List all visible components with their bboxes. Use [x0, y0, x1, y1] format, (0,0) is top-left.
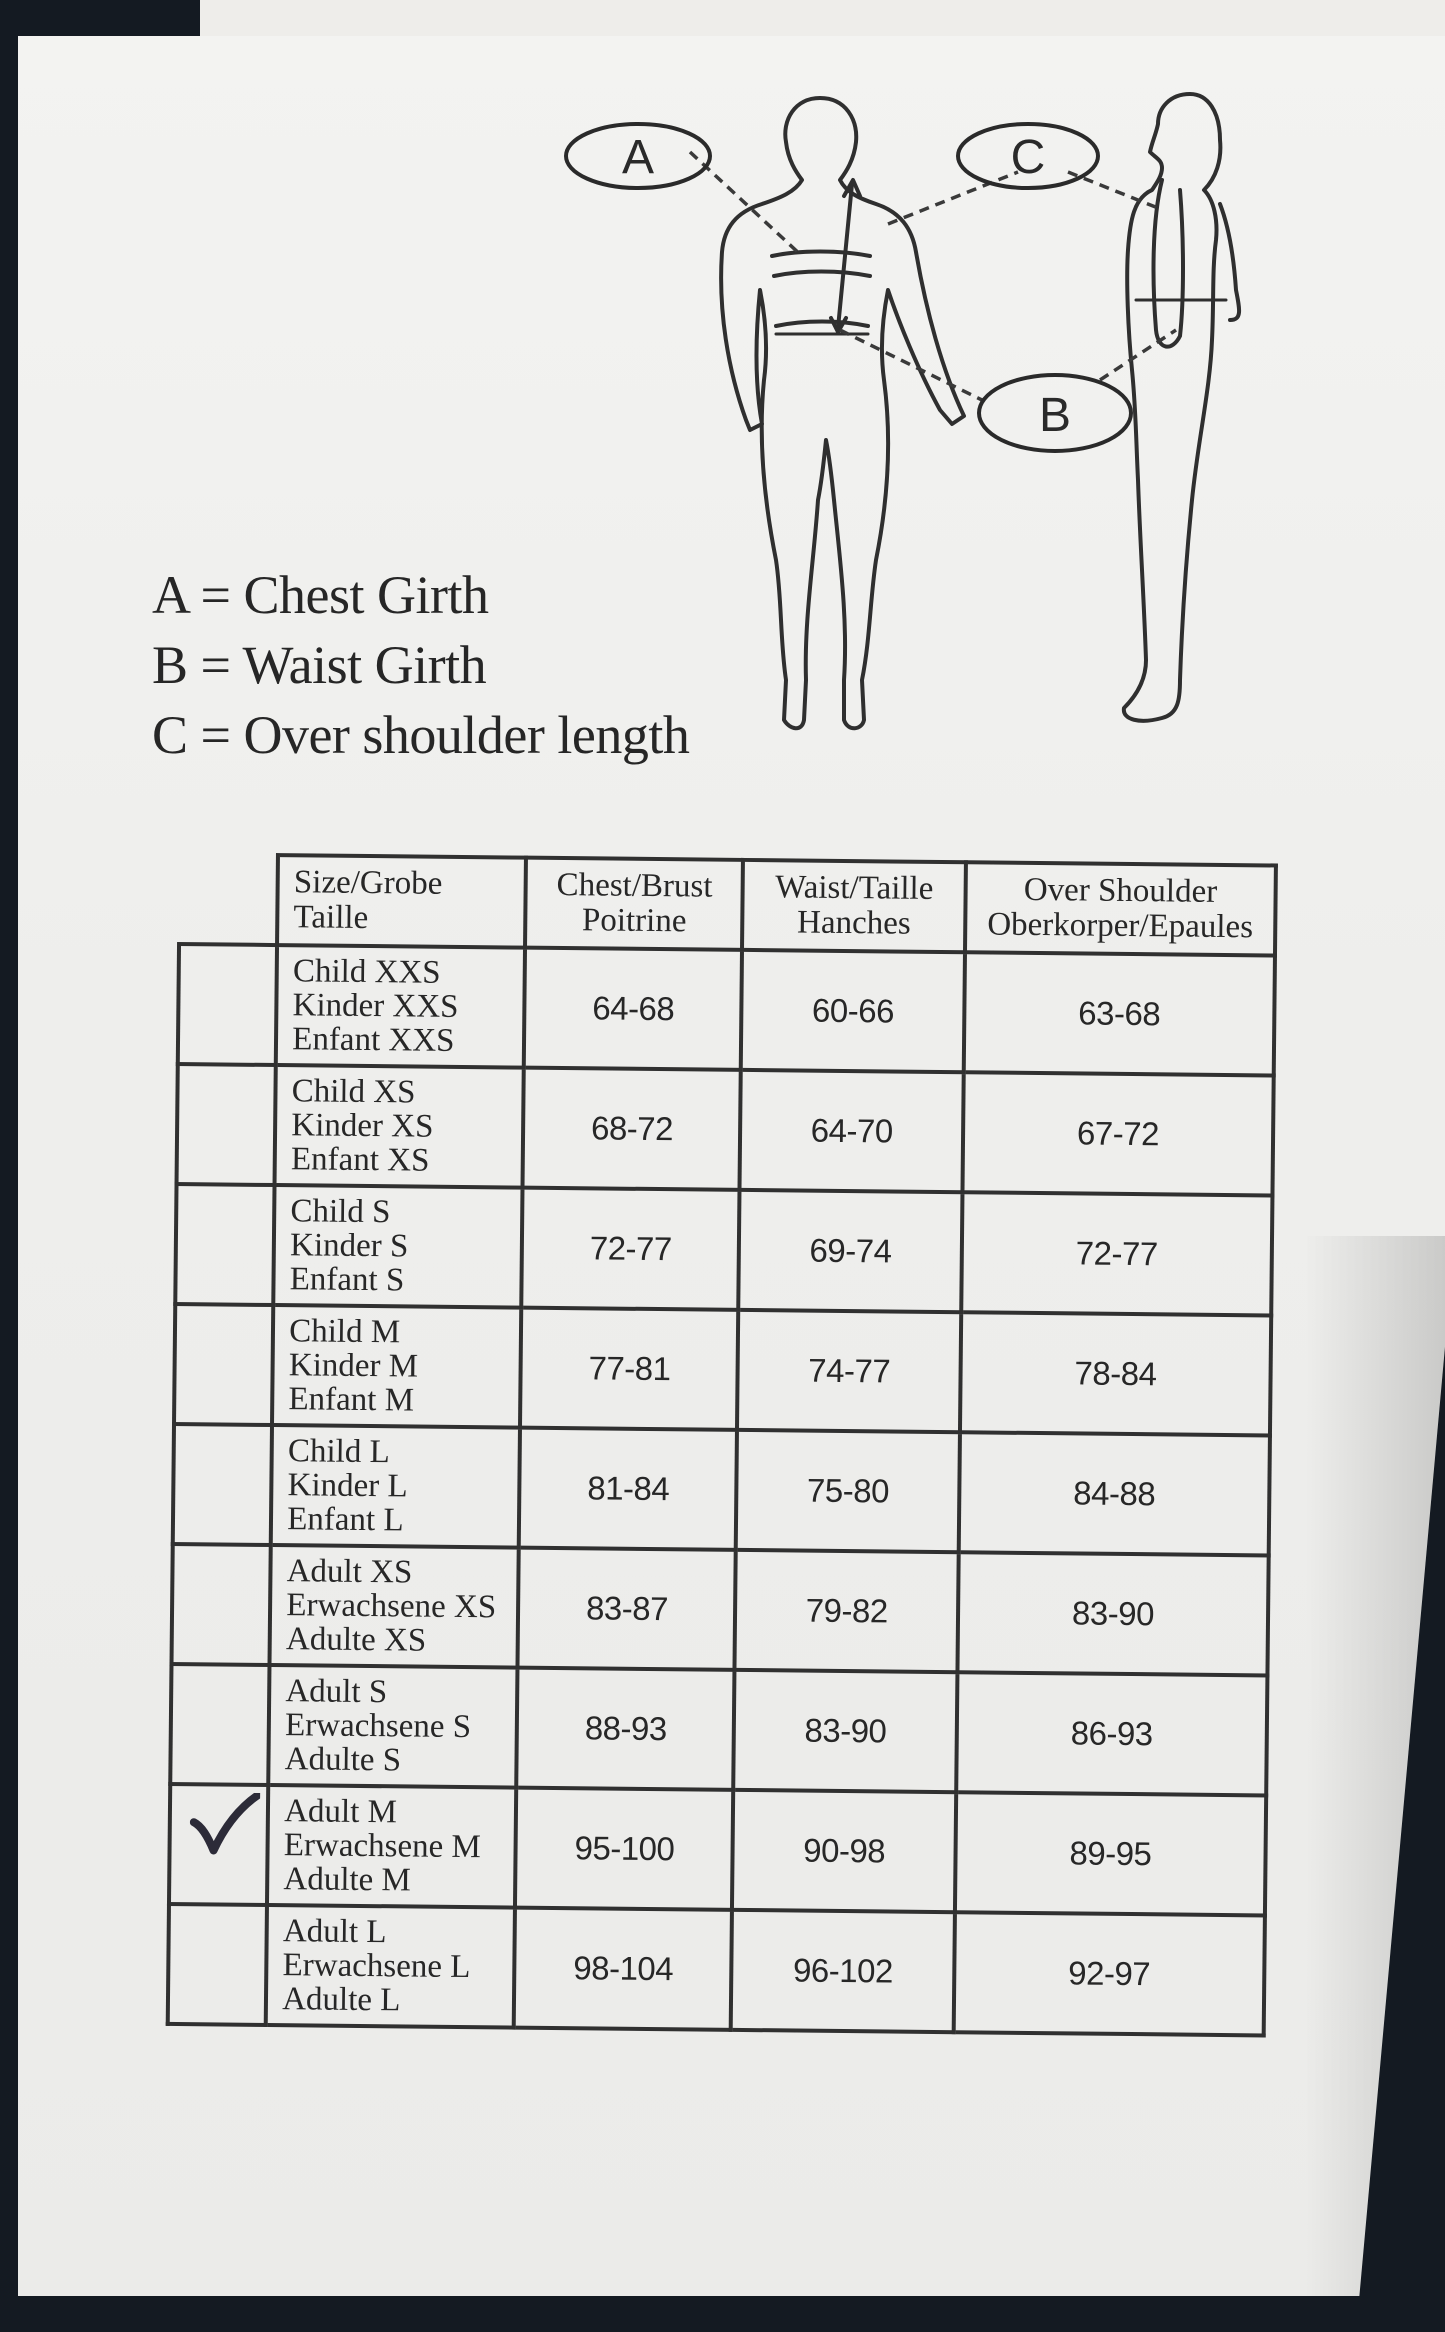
table-row — [169, 1784, 1266, 1915]
table-row — [171, 1544, 1268, 1675]
paper-shadow — [1305, 1236, 1445, 2332]
checkmark-icon — [189, 1792, 260, 1857]
table-row — [175, 1184, 1272, 1315]
legend-waist-girth: B = Waist Girth — [152, 635, 487, 695]
measurement-legend — [152, 560, 792, 770]
chest-value: 95-100 — [515, 1788, 733, 1910]
size-label: Child M Kinder M Enfant M — [272, 1305, 521, 1428]
chest-value: 88-93 — [517, 1668, 735, 1790]
chest-value: 98-104 — [514, 1908, 732, 2030]
chest-value: 77-81 — [520, 1308, 738, 1430]
size-label: Adult XS Erwachsene XS Adulte XS — [270, 1545, 519, 1668]
chest-value: 81-84 — [519, 1428, 737, 1550]
table-header-row — [179, 854, 1276, 955]
size-label: Child L Kinder L Enfant L — [271, 1425, 520, 1548]
shoulder-value: 86-93 — [956, 1672, 1267, 1795]
waist-value: 60-66 — [741, 950, 965, 1072]
waist-value: 79-82 — [735, 1550, 959, 1672]
table-row — [168, 1904, 1265, 2035]
header-waist: Waist/Taille Hanches — [742, 860, 965, 952]
size-check-box[interactable] — [169, 1784, 268, 1905]
chest-value: 83-87 — [518, 1548, 736, 1670]
waist-value: 75-80 — [736, 1430, 960, 1552]
waist-value: 90-98 — [732, 1790, 956, 1912]
header-size: Size/Grobe Taille — [277, 855, 526, 948]
shoulder-value: 89-95 — [955, 1792, 1266, 1915]
legend-chest-girth: A = Chest Girth — [152, 565, 489, 625]
size-check-box[interactable] — [171, 1544, 270, 1665]
size-table — [166, 852, 1278, 2037]
waist-value: 74-77 — [737, 1310, 961, 1432]
header-chest: Chest/Brust Poitrine — [525, 858, 743, 950]
waist-value: 64-70 — [740, 1070, 964, 1192]
size-check-box[interactable] — [177, 1064, 276, 1185]
size-check-box[interactable] — [174, 1304, 273, 1425]
size-label: Adult L Erwachsene L Adulte L — [266, 1905, 515, 2028]
size-check-box[interactable] — [173, 1424, 272, 1545]
shoulder-value: 83-90 — [957, 1552, 1268, 1675]
table-row — [174, 1304, 1271, 1435]
shoulder-value: 84-88 — [958, 1432, 1269, 1555]
shoulder-value: 72-77 — [961, 1192, 1272, 1315]
checkbox-column-header — [179, 854, 278, 945]
size-table-container — [165, 852, 1288, 2080]
table-row — [178, 944, 1275, 1075]
size-label: Child S Kinder S Enfant S — [273, 1185, 522, 1308]
table-row — [177, 1064, 1274, 1195]
callout-b-letter: B — [1038, 389, 1072, 442]
chest-value: 72-77 — [522, 1188, 740, 1310]
waist-value: 69-74 — [739, 1190, 963, 1312]
size-check-box[interactable] — [170, 1664, 269, 1785]
chest-value: 68-72 — [523, 1068, 741, 1190]
shoulder-value: 92-97 — [953, 1912, 1264, 2035]
callout-c-letter: C — [1010, 131, 1046, 184]
shoulder-value: 67-72 — [962, 1072, 1273, 1195]
size-check-box[interactable] — [178, 944, 277, 1065]
size-label: Adult S Erwachsene S Adulte S — [268, 1665, 517, 1788]
shoulder-value: 63-68 — [964, 952, 1275, 1075]
waist-value: 96-102 — [731, 1910, 955, 2032]
size-check-box[interactable] — [175, 1184, 274, 1305]
size-label: Child XS Kinder XS Enfant XS — [275, 1065, 524, 1188]
table-row — [173, 1424, 1270, 1555]
legend-over-shoulder: C = Over shoulder length — [152, 705, 690, 765]
size-check-box[interactable] — [168, 1904, 267, 2025]
table-row — [170, 1664, 1267, 1795]
chest-value: 64-68 — [524, 948, 742, 1070]
shoulder-value: 78-84 — [960, 1312, 1271, 1435]
size-label: Adult M Erwachsene M Adulte M — [267, 1785, 516, 1908]
header-over-shoulder: Over Shoulder Oberkorper/Epaules — [965, 862, 1276, 955]
top-paper-strip — [200, 0, 1445, 41]
callout-a-letter: A — [621, 131, 655, 184]
waist-value: 83-90 — [734, 1670, 958, 1792]
side-body-figure-icon — [1124, 94, 1239, 721]
size-label: Child XXS Kinder XXS Enfant XXS — [276, 945, 525, 1068]
